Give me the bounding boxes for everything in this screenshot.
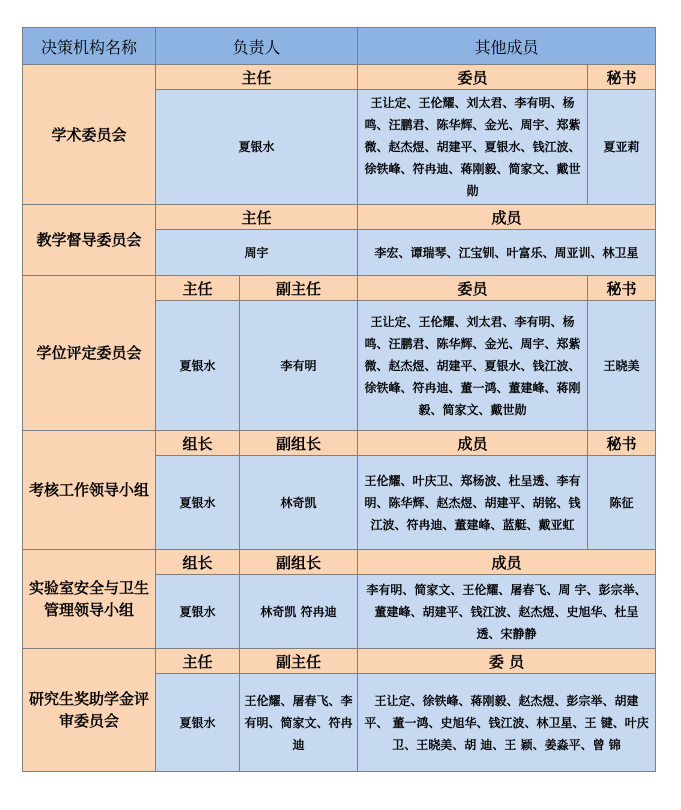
academic-committee-secretary-label: 秘书 bbox=[588, 65, 656, 90]
degree-committee-members-label: 委员 bbox=[358, 276, 588, 301]
degree-committee-role-row bbox=[23, 276, 656, 301]
academic-committee-secretary: 夏亚莉 bbox=[588, 90, 656, 205]
assessment-group-members-label: 成员 bbox=[358, 431, 588, 456]
scholarship-committee-leader-label: 主任 bbox=[156, 649, 240, 674]
lab-safety-group-leader: 夏银水 bbox=[156, 575, 240, 649]
academic-committee-role-row bbox=[23, 65, 656, 90]
teaching-committee-members: 李宏、谭瑞琴、江宝钏、叶富乐、周亚训、林卫星 bbox=[358, 230, 656, 276]
degree-committee-members: 王让定、王伦耀、刘太君、李有明、杨鸣、汪鹏君、陈华辉、金光、周宇、郑紫微、赵杰煜、胡建平、夏银水、钱江波、徐铁峰、符冉迪、董一鸿、董建峰、蒋刚毅、简家文、戴世勋 bbox=[358, 301, 588, 431]
header-leader: 负责人 bbox=[156, 28, 358, 65]
academic-committee-members-label: 委员 bbox=[358, 65, 588, 90]
academic-committee-name: 学术委员会 bbox=[23, 65, 156, 205]
assessment-group-role-row bbox=[23, 431, 656, 456]
degree-committee-name: 学位评定委员会 bbox=[23, 276, 156, 431]
lab-safety-group-members-label: 成员 bbox=[358, 550, 656, 575]
assessment-group-deputy: 林奇凯 bbox=[240, 456, 358, 550]
scholarship-committee-members-label: 委 员 bbox=[358, 649, 656, 674]
assessment-group-leader-label: 组长 bbox=[156, 431, 240, 456]
degree-committee-secretary-label: 秘书 bbox=[588, 276, 656, 301]
assessment-group-secretary: 陈征 bbox=[588, 456, 656, 550]
assessment-group-secretary-label: 秘书 bbox=[588, 431, 656, 456]
degree-committee-deputy-label: 副主任 bbox=[240, 276, 358, 301]
degree-committee-leader: 夏银水 bbox=[156, 301, 240, 431]
teaching-committee-leader-label: 主任 bbox=[156, 205, 358, 230]
academic-committee-leader: 夏银水 bbox=[156, 90, 358, 205]
scholarship-committee-deputy: 王伦耀、屠春飞、李有明、简家文、符冉迪 bbox=[240, 674, 358, 772]
assessment-group-deputy-label: 副组长 bbox=[240, 431, 358, 456]
teaching-committee-members-label: 成员 bbox=[358, 205, 656, 230]
teaching-committee-name: 教学督导委员会 bbox=[23, 205, 156, 276]
lab-safety-group-members: 李有明、简家文、王伦耀、屠春飞、周 宇、彭宗举、董建峰、胡建平、钱江波、赵杰煜、史旭华、杜呈透、宋静静 bbox=[358, 575, 656, 649]
committee-table bbox=[22, 27, 656, 772]
lab-safety-group-role-row bbox=[23, 550, 656, 575]
scholarship-committee-name: 研究生奖助学金评审委员会 bbox=[23, 649, 156, 772]
academic-committee-members: 王让定、王伦耀、刘太君、李有明、杨鸣、汪鹏君、陈华辉、金光、周宇、郑紫微、赵杰煜、胡建平、夏银水、钱江波、徐铁峰、符冉迪、蒋刚毅、简家文、戴世勋 bbox=[358, 90, 588, 205]
degree-committee-secretary: 王晓美 bbox=[588, 301, 656, 431]
lab-safety-group-leader-label: 组长 bbox=[156, 550, 240, 575]
teaching-committee-leader: 周宇 bbox=[156, 230, 358, 276]
header-org-name: 决策机构名称 bbox=[23, 28, 156, 65]
academic-committee-leader-label: 主任 bbox=[156, 65, 358, 90]
assessment-group-leader: 夏银水 bbox=[156, 456, 240, 550]
lab-safety-group-deputy: 林奇凯 符冉迪 bbox=[240, 575, 358, 649]
scholarship-committee-leader: 夏银水 bbox=[156, 674, 240, 772]
scholarship-committee-deputy-label: 副主任 bbox=[240, 649, 358, 674]
scholarship-committee-members: 王让定、徐铁峰、蒋刚毅、赵杰煜、彭宗举、胡建平、 董一鸿、史旭华、钱江波、林卫星、王 键、叶庆卫、王晓美、胡 迪、王 颖、姜淼平、曾 锦 bbox=[358, 674, 656, 772]
teaching-committee-role-row bbox=[23, 205, 656, 230]
assessment-group-name: 考核工作领导小组 bbox=[23, 431, 156, 550]
lab-safety-group-name: 实验室安全与卫生管理领导小组 bbox=[23, 550, 156, 649]
assessment-group-members: 王伦耀、叶庆卫、郑杨波、杜呈透、李有明、陈华辉、赵杰煜、胡建平、胡铭、钱江波、符冉迪、董建峰、蓝艇、戴亚虹 bbox=[358, 456, 588, 550]
scholarship-committee-role-row bbox=[23, 649, 656, 674]
header-other-members: 其他成员 bbox=[358, 28, 656, 65]
lab-safety-group-deputy-label: 副组长 bbox=[240, 550, 358, 575]
degree-committee-leader-label: 主任 bbox=[156, 276, 240, 301]
header-row bbox=[23, 28, 656, 65]
degree-committee-deputy: 李有明 bbox=[240, 301, 358, 431]
